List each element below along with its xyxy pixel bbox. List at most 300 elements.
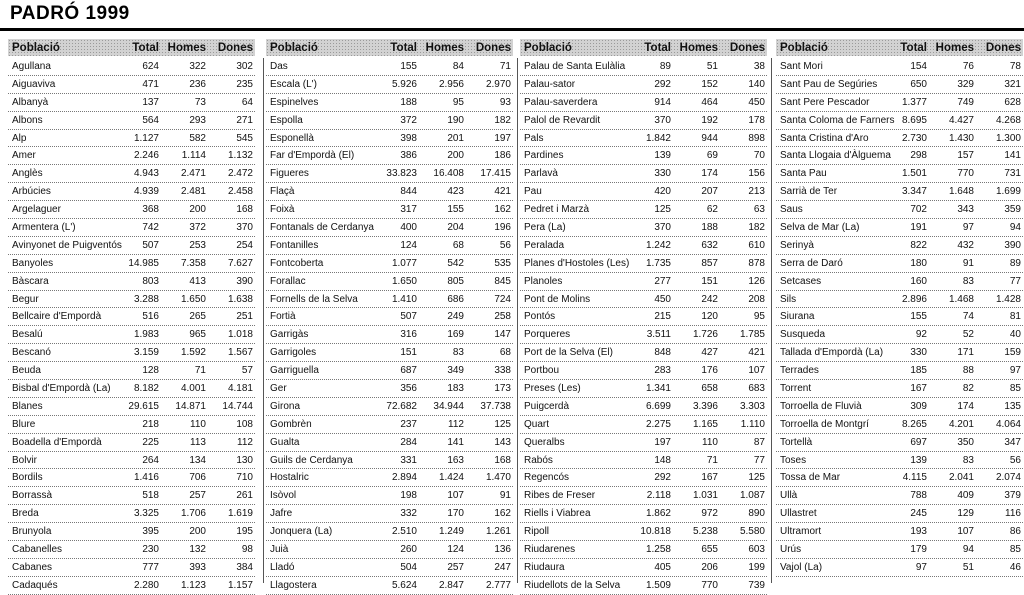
total-value: 167 bbox=[910, 382, 927, 394]
total-value: 450 bbox=[654, 293, 671, 305]
table-row bbox=[266, 469, 513, 487]
municipality-name: Gualta bbox=[270, 436, 300, 448]
total-value: 518 bbox=[142, 490, 159, 502]
table-row bbox=[8, 487, 255, 505]
total-value: 1.341 bbox=[645, 382, 671, 394]
municipality-name: Banyoles bbox=[12, 257, 54, 269]
dones-value: 85 bbox=[1009, 543, 1021, 555]
total-value: 405 bbox=[654, 561, 671, 573]
dones-value: 68 bbox=[499, 347, 511, 359]
homes-value: 83 bbox=[962, 454, 974, 466]
dones-value: 1.132 bbox=[227, 150, 253, 162]
table-row bbox=[776, 469, 1023, 487]
total-value: 284 bbox=[400, 436, 417, 448]
total-value: 1.650 bbox=[391, 275, 417, 287]
municipality-name: Garrigoles bbox=[270, 347, 317, 359]
table-row bbox=[520, 469, 767, 487]
municipality-name: Palau de Santa Eulàlia bbox=[524, 60, 626, 72]
table-row bbox=[266, 237, 513, 255]
table-row bbox=[776, 273, 1023, 291]
dones-value: 63 bbox=[753, 204, 765, 216]
homes-value: 1.468 bbox=[948, 293, 974, 305]
dones-value: 140 bbox=[748, 78, 765, 90]
total-value: 155 bbox=[400, 60, 417, 72]
municipality-name: Riells i Viabrea bbox=[524, 508, 591, 520]
homes-value: 2.956 bbox=[438, 78, 464, 90]
dones-value: 247 bbox=[494, 561, 511, 573]
total-value: 97 bbox=[915, 561, 927, 573]
municipality-name: Quart bbox=[524, 418, 550, 430]
total-value: 1.509 bbox=[645, 579, 671, 591]
municipality-name: Serinyà bbox=[780, 239, 814, 251]
total-value: 3.325 bbox=[133, 508, 159, 520]
header-poblacio: Població bbox=[270, 41, 318, 54]
dones-value: 98 bbox=[241, 543, 253, 555]
dones-value: 38 bbox=[753, 60, 765, 72]
dones-value: 235 bbox=[236, 78, 253, 90]
table-row bbox=[520, 344, 767, 362]
homes-value: 51 bbox=[962, 561, 974, 573]
dones-value: 97 bbox=[1009, 365, 1021, 377]
header-homes: Homes bbox=[679, 41, 718, 54]
table-row bbox=[520, 76, 767, 94]
total-value: 2.730 bbox=[901, 132, 927, 144]
dones-value: 1.619 bbox=[227, 508, 253, 520]
dones-value: 4.064 bbox=[995, 418, 1021, 430]
dones-value: 64 bbox=[241, 96, 253, 108]
homes-value: 62 bbox=[706, 204, 718, 216]
municipality-name: Susqueda bbox=[780, 329, 826, 341]
dones-value: 91 bbox=[499, 490, 511, 502]
table-row bbox=[8, 112, 255, 130]
dones-value: 57 bbox=[241, 365, 253, 377]
table-row bbox=[8, 326, 255, 344]
header-total: Total bbox=[644, 41, 671, 54]
homes-value: 3.396 bbox=[692, 400, 718, 412]
table-row bbox=[776, 219, 1023, 237]
municipality-name: Forallac bbox=[270, 275, 306, 287]
dones-value: 4.268 bbox=[995, 114, 1021, 126]
dones-value: 1.261 bbox=[485, 526, 511, 538]
total-value: 356 bbox=[400, 382, 417, 394]
municipality-name: Pera (La) bbox=[524, 221, 566, 233]
total-value: 3.347 bbox=[901, 186, 927, 198]
dones-value: 1.300 bbox=[995, 132, 1021, 144]
homes-value: 253 bbox=[189, 239, 206, 251]
dones-value: 196 bbox=[494, 221, 511, 233]
total-value: 650 bbox=[910, 78, 927, 90]
homes-value: 427 bbox=[701, 347, 718, 359]
municipality-name: Parlavà bbox=[524, 168, 558, 180]
dones-value: 878 bbox=[748, 257, 765, 269]
table-row bbox=[520, 541, 767, 559]
homes-value: 200 bbox=[189, 204, 206, 216]
dones-value: 168 bbox=[236, 204, 253, 216]
total-value: 507 bbox=[142, 239, 159, 251]
dones-value: 710 bbox=[236, 472, 253, 484]
total-value: 8.265 bbox=[901, 418, 927, 430]
dones-value: 384 bbox=[236, 561, 253, 573]
total-value: 1.242 bbox=[645, 239, 671, 251]
table-row bbox=[520, 577, 767, 595]
total-value: 193 bbox=[910, 526, 927, 538]
homes-value: 1.650 bbox=[180, 293, 206, 305]
total-value: 151 bbox=[400, 347, 417, 359]
total-value: 822 bbox=[910, 239, 927, 251]
municipality-name: Sant Pere Pescador bbox=[780, 96, 870, 108]
homes-value: 1.031 bbox=[692, 490, 718, 502]
homes-value: 188 bbox=[701, 221, 718, 233]
municipality-name: Pau bbox=[524, 186, 542, 198]
total-value: 2.280 bbox=[133, 579, 159, 591]
dones-value: 87 bbox=[753, 436, 765, 448]
header-poblacio: Població bbox=[524, 41, 572, 54]
total-value: 914 bbox=[654, 96, 671, 108]
municipality-name: Sils bbox=[780, 293, 797, 305]
table-row bbox=[520, 237, 767, 255]
total-value: 1.077 bbox=[391, 257, 417, 269]
total-value: 10.818 bbox=[640, 526, 671, 538]
homes-value: 82 bbox=[962, 382, 974, 394]
dones-value: 168 bbox=[494, 454, 511, 466]
municipality-name: Pardines bbox=[524, 150, 564, 162]
table-row bbox=[266, 147, 513, 165]
dones-value: 199 bbox=[748, 561, 765, 573]
total-value: 6.699 bbox=[645, 400, 671, 412]
header-total: Total bbox=[900, 41, 927, 54]
table-row bbox=[520, 487, 767, 505]
header-homes: Homes bbox=[425, 41, 464, 54]
table-row bbox=[266, 505, 513, 523]
dones-value: 162 bbox=[494, 204, 511, 216]
dones-value: 86 bbox=[1009, 526, 1021, 538]
table-row bbox=[776, 183, 1023, 201]
homes-value: 91 bbox=[962, 257, 974, 269]
dones-value: 93 bbox=[499, 96, 511, 108]
municipality-name: Serra de Daró bbox=[780, 257, 843, 269]
total-value: 2.118 bbox=[646, 490, 671, 502]
total-value: 848 bbox=[654, 347, 671, 359]
municipality-name: Bordils bbox=[12, 472, 43, 484]
dones-value: 338 bbox=[494, 365, 511, 377]
municipality-name: Avinyonet de Puigventós bbox=[12, 239, 122, 251]
dones-value: 130 bbox=[236, 454, 253, 466]
municipality-name: Garrigàs bbox=[270, 329, 309, 341]
dones-value: 1.638 bbox=[227, 293, 253, 305]
table-row bbox=[8, 416, 255, 434]
homes-value: 1.430 bbox=[948, 132, 974, 144]
table-row bbox=[776, 255, 1023, 273]
dones-value: 56 bbox=[1009, 454, 1021, 466]
homes-value: 74 bbox=[962, 311, 974, 323]
homes-value: 972 bbox=[701, 508, 718, 520]
homes-value: 169 bbox=[447, 329, 464, 341]
table-row bbox=[520, 416, 767, 434]
homes-value: 706 bbox=[189, 472, 206, 484]
homes-value: 155 bbox=[447, 204, 464, 216]
total-value: 507 bbox=[400, 311, 417, 323]
municipality-name: Gombrèn bbox=[270, 418, 312, 430]
total-value: 137 bbox=[142, 96, 159, 108]
homes-value: 132 bbox=[189, 543, 206, 555]
dones-value: 421 bbox=[494, 186, 511, 198]
table-row bbox=[776, 130, 1023, 148]
dones-value: 7.627 bbox=[227, 257, 253, 269]
municipality-name: Toses bbox=[780, 454, 807, 466]
total-value: 2.246 bbox=[133, 150, 159, 162]
municipality-name: Juià bbox=[270, 543, 289, 555]
table-row bbox=[776, 147, 1023, 165]
table-row bbox=[8, 380, 255, 398]
header-total: Total bbox=[132, 41, 159, 54]
total-value: 139 bbox=[654, 150, 671, 162]
homes-value: 107 bbox=[957, 526, 974, 538]
municipality-name: Pals bbox=[524, 132, 544, 144]
homes-value: 183 bbox=[447, 382, 464, 394]
municipality-name: Riudarenes bbox=[524, 543, 576, 555]
dones-value: 321 bbox=[1004, 78, 1021, 90]
municipality-name: Ullastret bbox=[780, 508, 817, 520]
municipality-name: Figueres bbox=[270, 168, 309, 180]
homes-value: 52 bbox=[962, 329, 974, 341]
municipality-name: Tortellà bbox=[780, 436, 813, 448]
homes-value: 409 bbox=[957, 490, 974, 502]
total-value: 72.682 bbox=[386, 400, 417, 412]
municipality-name: Jonquera (La) bbox=[270, 526, 333, 538]
dones-value: 14.744 bbox=[222, 400, 253, 412]
municipality-name: Riudellots de la Selva bbox=[524, 579, 621, 591]
homes-value: 113 bbox=[190, 436, 206, 448]
total-value: 188 bbox=[400, 96, 417, 108]
municipality-name: Isòvol bbox=[270, 490, 297, 502]
total-value: 316 bbox=[400, 329, 417, 341]
dones-value: 271 bbox=[236, 114, 253, 126]
table-row bbox=[8, 523, 255, 541]
table-row bbox=[266, 112, 513, 130]
municipality-name: Foixà bbox=[270, 204, 295, 216]
homes-value: 2.471 bbox=[180, 168, 206, 180]
table-row bbox=[776, 201, 1023, 219]
homes-value: 7.358 bbox=[180, 257, 206, 269]
homes-value: 265 bbox=[189, 311, 206, 323]
table-row bbox=[266, 58, 513, 76]
dones-value: 731 bbox=[1004, 168, 1021, 180]
page-title: PADRÓ 1999 bbox=[10, 3, 130, 24]
homes-value: 632 bbox=[701, 239, 718, 251]
municipality-name: Albons bbox=[12, 114, 43, 126]
table-row bbox=[520, 165, 767, 183]
dones-value: 1.087 bbox=[739, 490, 765, 502]
homes-value: 1.114 bbox=[181, 150, 206, 162]
table-row bbox=[266, 559, 513, 577]
homes-value: 432 bbox=[957, 239, 974, 251]
dones-value: 628 bbox=[1004, 96, 1021, 108]
total-value: 516 bbox=[142, 311, 159, 323]
dones-value: 724 bbox=[494, 293, 511, 305]
homes-value: 167 bbox=[701, 472, 718, 484]
total-value: 92 bbox=[915, 329, 927, 341]
table-row bbox=[520, 523, 767, 541]
municipality-name: Sant Pau de Segúries bbox=[780, 78, 878, 90]
dones-value: 251 bbox=[236, 311, 253, 323]
total-value: 5.926 bbox=[391, 78, 417, 90]
municipality-name: Lladó bbox=[270, 561, 295, 573]
municipality-name: Vajol (La) bbox=[780, 561, 823, 573]
dones-value: 3.303 bbox=[739, 400, 765, 412]
table-row bbox=[776, 416, 1023, 434]
table-row bbox=[520, 434, 767, 452]
total-value: 245 bbox=[910, 508, 927, 520]
total-value: 687 bbox=[400, 365, 417, 377]
homes-value: 151 bbox=[701, 275, 718, 287]
municipality-name: Das bbox=[270, 60, 288, 72]
homes-value: 171 bbox=[957, 347, 974, 359]
municipality-name: Selva de Mar (La) bbox=[780, 221, 860, 233]
table-row bbox=[8, 58, 255, 76]
total-value: 198 bbox=[400, 490, 417, 502]
dones-value: 213 bbox=[748, 186, 765, 198]
dones-value: 379 bbox=[1004, 490, 1021, 502]
homes-value: 242 bbox=[701, 293, 718, 305]
total-value: 197 bbox=[654, 436, 671, 448]
table-header bbox=[520, 39, 767, 56]
homes-value: 686 bbox=[447, 293, 464, 305]
total-value: 3.511 bbox=[646, 329, 671, 341]
municipality-name: Port de la Selva (El) bbox=[524, 347, 613, 359]
total-value: 1.410 bbox=[391, 293, 417, 305]
dones-value: 81 bbox=[1009, 311, 1021, 323]
header-poblacio: Població bbox=[780, 41, 828, 54]
total-value: 788 bbox=[910, 490, 927, 502]
homes-value: 350 bbox=[957, 436, 974, 448]
total-value: 4.939 bbox=[133, 186, 159, 198]
table-row bbox=[266, 541, 513, 559]
total-value: 803 bbox=[142, 275, 159, 287]
table-row bbox=[8, 76, 255, 94]
homes-value: 112 bbox=[448, 418, 464, 430]
municipality-name: Esponellà bbox=[270, 132, 314, 144]
homes-value: 129 bbox=[957, 508, 974, 520]
homes-value: 582 bbox=[189, 132, 206, 144]
municipality-name: Riudaura bbox=[524, 561, 565, 573]
dones-value: 173 bbox=[494, 382, 511, 394]
municipality-name: Rabós bbox=[524, 454, 553, 466]
dones-value: 603 bbox=[748, 543, 765, 555]
dones-value: 390 bbox=[1004, 239, 1021, 251]
dones-value: 683 bbox=[748, 382, 765, 394]
total-value: 368 bbox=[142, 204, 159, 216]
total-value: 283 bbox=[654, 365, 671, 377]
dones-value: 56 bbox=[499, 239, 511, 251]
municipality-name: Portbou bbox=[524, 365, 560, 377]
municipality-name: Siurana bbox=[780, 311, 815, 323]
homes-value: 749 bbox=[957, 96, 974, 108]
table-row bbox=[8, 219, 255, 237]
header-homes: Homes bbox=[935, 41, 974, 54]
homes-value: 1.726 bbox=[692, 329, 718, 341]
municipality-name: Alp bbox=[12, 132, 27, 144]
table-row bbox=[266, 273, 513, 291]
table-row bbox=[776, 380, 1023, 398]
homes-value: 4.201 bbox=[948, 418, 974, 430]
dones-value: 95 bbox=[753, 311, 765, 323]
dones-value: 186 bbox=[494, 150, 511, 162]
municipality-name: Llagostera bbox=[270, 579, 317, 591]
header-poblacio: Població bbox=[12, 41, 60, 54]
municipality-name: Santa Pau bbox=[780, 168, 827, 180]
dones-value: 46 bbox=[1009, 561, 1021, 573]
dones-value: 390 bbox=[236, 275, 253, 287]
municipality-name: Queralbs bbox=[524, 436, 565, 448]
homes-value: 293 bbox=[189, 114, 206, 126]
table-row bbox=[8, 541, 255, 559]
homes-value: 68 bbox=[452, 239, 464, 251]
dones-value: 5.580 bbox=[739, 526, 765, 538]
total-value: 330 bbox=[654, 168, 671, 180]
table-row bbox=[8, 469, 255, 487]
municipality-name: Guils de Cerdanya bbox=[270, 454, 353, 466]
municipality-name: Bellcaire d'Empordà bbox=[12, 311, 102, 323]
total-value: 742 bbox=[142, 221, 159, 233]
total-value: 471 bbox=[142, 78, 159, 90]
total-value: 309 bbox=[910, 400, 927, 412]
total-value: 292 bbox=[654, 78, 671, 90]
total-value: 2.896 bbox=[901, 293, 927, 305]
dones-value: 37.738 bbox=[480, 400, 511, 412]
homes-value: 965 bbox=[189, 329, 206, 341]
dones-value: 261 bbox=[236, 490, 253, 502]
table-row bbox=[266, 291, 513, 309]
table-row bbox=[776, 344, 1023, 362]
table-row bbox=[520, 112, 767, 130]
table-row bbox=[266, 76, 513, 94]
total-value: 1.501 bbox=[901, 168, 927, 180]
total-value: 1.416 bbox=[133, 472, 159, 484]
total-value: 395 bbox=[142, 526, 159, 538]
municipality-name: Garriguella bbox=[270, 365, 319, 377]
dones-value: 2.458 bbox=[227, 186, 253, 198]
homes-value: 257 bbox=[447, 561, 464, 573]
total-value: 370 bbox=[654, 221, 671, 233]
homes-value: 1.592 bbox=[180, 347, 206, 359]
municipality-name: Borrassà bbox=[12, 490, 53, 502]
homes-value: 71 bbox=[706, 454, 718, 466]
table-row bbox=[776, 505, 1023, 523]
homes-value: 192 bbox=[701, 114, 718, 126]
municipality-name: Torroella de Montgrí bbox=[780, 418, 869, 430]
municipality-name: Puigcerdà bbox=[524, 400, 570, 412]
dones-value: 302 bbox=[236, 60, 253, 72]
municipality-name: Breda bbox=[12, 508, 39, 520]
total-value: 237 bbox=[400, 418, 417, 430]
table-row bbox=[266, 130, 513, 148]
total-value: 155 bbox=[910, 311, 927, 323]
header-dones: Dones bbox=[475, 41, 511, 54]
dones-value: 197 bbox=[494, 132, 511, 144]
municipality-name: Beuda bbox=[12, 365, 41, 377]
total-value: 844 bbox=[400, 186, 417, 198]
dones-value: 112 bbox=[237, 436, 253, 448]
table-row bbox=[776, 237, 1023, 255]
table-row bbox=[266, 398, 513, 416]
total-value: 128 bbox=[142, 365, 159, 377]
homes-value: 944 bbox=[701, 132, 718, 144]
municipality-name: Regencós bbox=[524, 472, 570, 484]
table-row bbox=[776, 58, 1023, 76]
table-row bbox=[266, 326, 513, 344]
total-value: 29.615 bbox=[128, 400, 159, 412]
total-value: 277 bbox=[654, 275, 671, 287]
